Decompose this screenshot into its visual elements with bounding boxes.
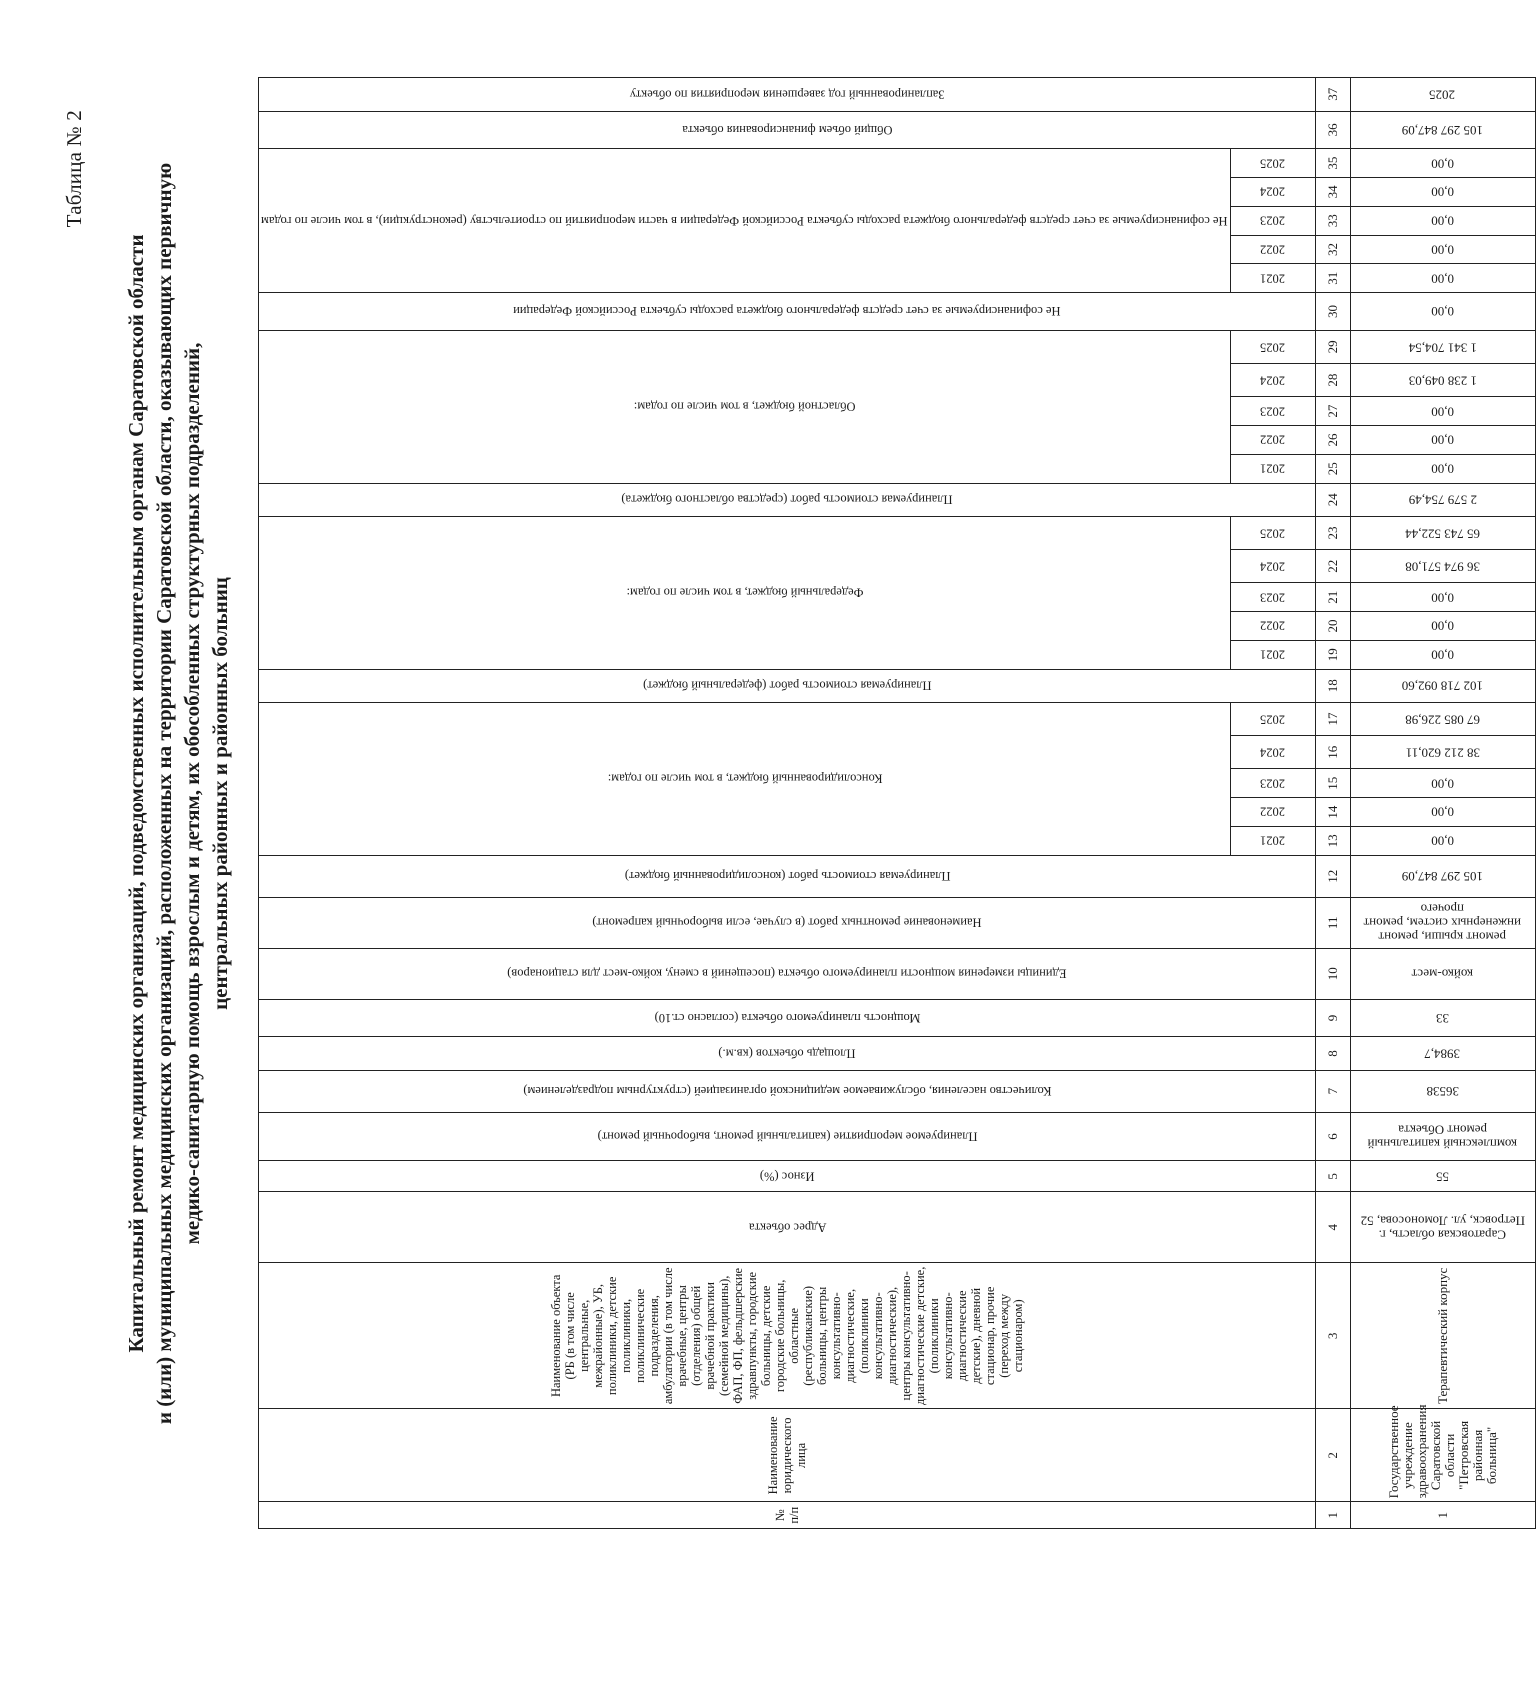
row-reg-2025: 1 341 704,54	[1350, 330, 1535, 363]
year-header: 2024	[1230, 178, 1315, 207]
row-nonco: 0,00	[1350, 293, 1535, 331]
header-population: Количество населения, обслуживаемое медицинской организацией (структурным подразделением)	[259, 1070, 1316, 1112]
year-header: 2025	[1230, 516, 1315, 549]
row-repair-works: ремонт крыши, ремонт инженерных систем, ремонт прочего	[1350, 897, 1535, 948]
year-header: 2023	[1230, 769, 1315, 798]
header-area: Площадь объектов (кв.м.)	[259, 1037, 1316, 1070]
row-fed-2022: 0,00	[1350, 612, 1535, 641]
header-wear: Износ (%)	[259, 1161, 1316, 1192]
column-number: 29	[1315, 330, 1350, 363]
row-cost-regional: 2 579 754,49	[1350, 483, 1535, 516]
row-capacity: 33	[1350, 999, 1535, 1037]
column-number-row	[1315, 78, 1350, 1529]
row-object-name: Терапевтический корпус	[1350, 1263, 1535, 1409]
row-cost-federal: 102 718 092,60	[1350, 669, 1535, 702]
header-address: Адрес объекта	[259, 1192, 1316, 1263]
row-measure: комплексный капитальный ремонт Объекта	[1350, 1112, 1535, 1161]
title-line: Капитальный ремонт медицинских организаций, подведомственных исполнительным органам Саратовской области	[124, 234, 148, 1353]
row-fed-2025: 65 743 522,44	[1350, 516, 1535, 549]
column-number: 35	[1315, 149, 1350, 178]
column-number: 22	[1315, 550, 1350, 583]
column-number: 14	[1315, 798, 1350, 827]
row-reg-2021: 0,00	[1350, 454, 1535, 483]
header-consolidated-group: Консолидированный бюджет, в том числе по годам:	[259, 702, 1231, 855]
column-number: 3	[1315, 1263, 1350, 1409]
column-number: 5	[1315, 1161, 1350, 1192]
row-reg-2022: 0,00	[1350, 426, 1535, 455]
header-cost-regional: Планируемая стоимость работ (средства областного бюджета)	[259, 483, 1316, 516]
year-header: 2024	[1230, 364, 1315, 397]
year-header: 2022	[1230, 612, 1315, 641]
row-cost-consolidated: 105 297 847,09	[1350, 855, 1535, 897]
column-number: 33	[1315, 206, 1350, 235]
header-legal-entity: Наименование юридического лица	[259, 1409, 1316, 1502]
column-number: 26	[1315, 426, 1350, 455]
table-row	[1350, 78, 1535, 1529]
column-number: 7	[1315, 1070, 1350, 1112]
year-header: 2025	[1230, 330, 1315, 363]
column-number: 21	[1315, 583, 1350, 612]
row-fed-2021: 0,00	[1350, 640, 1535, 669]
row-cons-2025: 67 085 226,98	[1350, 702, 1535, 735]
row-cons-2023: 0,00	[1350, 769, 1535, 798]
column-number: 8	[1315, 1037, 1350, 1070]
column-number: 15	[1315, 769, 1350, 798]
year-header: 2021	[1230, 264, 1315, 293]
row-capacity-unit: койко-мест	[1350, 948, 1535, 999]
column-number: 1	[1315, 1502, 1350, 1529]
year-header: 2022	[1230, 235, 1315, 264]
header-number: № п/п	[259, 1502, 1316, 1529]
table-number: Таблица № 2	[62, 110, 86, 228]
header-capacity-unit: Единицы измерения мощности планируемого объекта (посещений в смену, койко-мест для стационаров)	[259, 948, 1316, 999]
row-nonco-2021: 0,00	[1350, 264, 1535, 293]
title-line: и (или) муниципальных медицинских организаций, расположенных на территории Саратовской области, оказывающих первичную	[152, 162, 176, 1425]
column-number: 16	[1315, 736, 1350, 769]
column-number: 32	[1315, 235, 1350, 264]
column-number: 28	[1315, 364, 1350, 397]
year-header: 2025	[1230, 149, 1315, 178]
column-number: 34	[1315, 178, 1350, 207]
row-nonco-2024: 0,00	[1350, 178, 1535, 207]
year-header: 2022	[1230, 798, 1315, 827]
row-number: 1	[1350, 1502, 1535, 1529]
row-cons-2021: 0,00	[1350, 826, 1535, 855]
column-number: 30	[1315, 293, 1350, 331]
column-number: 24	[1315, 483, 1350, 516]
row-wear: 55	[1350, 1161, 1535, 1192]
header-end-year: Запланированный год завершения мероприятия по объекту	[259, 78, 1316, 112]
row-nonco-2025: 0,00	[1350, 149, 1535, 178]
header-cost-consolidated: Планируемая стоимость работ (консолидированный бюджет)	[259, 855, 1316, 897]
header-total: Общий объем финансирования объекта	[259, 111, 1316, 149]
year-header: 2023	[1230, 397, 1315, 426]
year-header: 2021	[1230, 454, 1315, 483]
header-measure: Планируемое мероприятие (капитальный ремонт, выборочный ремонт)	[259, 1112, 1316, 1161]
title-line: центральных районных и районных больниц	[208, 577, 232, 1010]
row-reg-2024: 1 238 049,03	[1350, 364, 1535, 397]
title-line: медико-санитарную помощь взрослым и детям, их обособленных структурных подразделений,	[180, 342, 204, 1245]
column-number: 4	[1315, 1192, 1350, 1263]
year-header: 2022	[1230, 426, 1315, 455]
column-number: 37	[1315, 78, 1350, 112]
header-cost-federal: Планируемая стоимость работ (федеральный бюджет)	[259, 669, 1316, 702]
column-number: 2	[1315, 1409, 1350, 1502]
capital-repair-table	[258, 77, 1525, 1529]
column-number: 11	[1315, 897, 1350, 948]
row-population: 36538	[1350, 1070, 1535, 1112]
year-header: 2021	[1230, 826, 1315, 855]
document-title	[122, 150, 234, 1437]
column-number: 36	[1315, 111, 1350, 149]
year-header: 2024	[1230, 736, 1315, 769]
row-end-year: 2025	[1350, 78, 1535, 112]
column-number: 17	[1315, 702, 1350, 735]
row-fed-2024: 36 974 571,08	[1350, 550, 1535, 583]
year-header: 2023	[1230, 206, 1315, 235]
column-number: 25	[1315, 454, 1350, 483]
row-total: 105 297 847,09	[1350, 111, 1535, 149]
column-number: 18	[1315, 669, 1350, 702]
row-fed-2023: 0,00	[1350, 583, 1535, 612]
row-legal-entity: Государственное учреждение здравоохранения Саратовской области "Петровская районная больница"	[1350, 1409, 1535, 1502]
column-number: 6	[1315, 1112, 1350, 1161]
header-nonco: Не софинансируемые за счет средств федерального бюджета расходы субъекта Российской Федерации	[259, 293, 1316, 331]
header-federal-group: Федеральный бюджет, в том числе по годам:	[259, 516, 1231, 669]
row-cons-2024: 38 212 620,11	[1350, 736, 1535, 769]
header-object-name: Наименование объекта (РБ (в том числе центральные, межрайонные), УБ, поликлиники, детские поликлиники, поликлинические подразделения, амбулатории (в том числе врачебные, центры (отделения) общей врачебной практики (семейной медицины), ФАП, ФП, фельдшерские здравпункты, городские больницы, детские городские больницы, областные (республиканские) больницы, центры консультативно-диагностические, (поликлиники консультативно-диагностические), центры консультативно-диагностические детские, (поликлиники консультативно-диагностические детские), дневной стационар, прочие (переход между стационаром)	[259, 1263, 1316, 1409]
row-nonco-2022: 0,00	[1350, 235, 1535, 264]
column-number: 19	[1315, 640, 1350, 669]
year-header: 2023	[1230, 583, 1315, 612]
row-address: Саратовская область, г. Петровск, ул. Ломоносова, 52	[1350, 1192, 1535, 1263]
row-cons-2022: 0,00	[1350, 798, 1535, 827]
year-header: 2024	[1230, 550, 1315, 583]
year-header: 2025	[1230, 702, 1315, 735]
column-number: 31	[1315, 264, 1350, 293]
row-area: 3984,7	[1350, 1037, 1535, 1070]
year-header: 2021	[1230, 640, 1315, 669]
column-number: 10	[1315, 948, 1350, 999]
header-repair-works: Наименование ремонтных работ (в случае, если выборочный капремонт)	[259, 897, 1316, 948]
column-number: 12	[1315, 855, 1350, 897]
header-regional-group: Областной бюджет, в том числе по годам:	[259, 330, 1231, 483]
header-capacity: Мощность планируемого объекта (согласно ст.10)	[259, 999, 1316, 1037]
header-nonco-group: Не софинансируемые за счет средств федерального бюджета расходы субъекта Российской Федерации в части мероприятий по строительству (реконструкции), в том числе по годам	[259, 149, 1231, 293]
column-number: 9	[1315, 999, 1350, 1037]
row-nonco-2023: 0,00	[1350, 206, 1535, 235]
row-reg-2023: 0,00	[1350, 397, 1535, 426]
column-number: 27	[1315, 397, 1350, 426]
column-number: 23	[1315, 516, 1350, 549]
column-number: 20	[1315, 612, 1350, 641]
column-number: 13	[1315, 826, 1350, 855]
